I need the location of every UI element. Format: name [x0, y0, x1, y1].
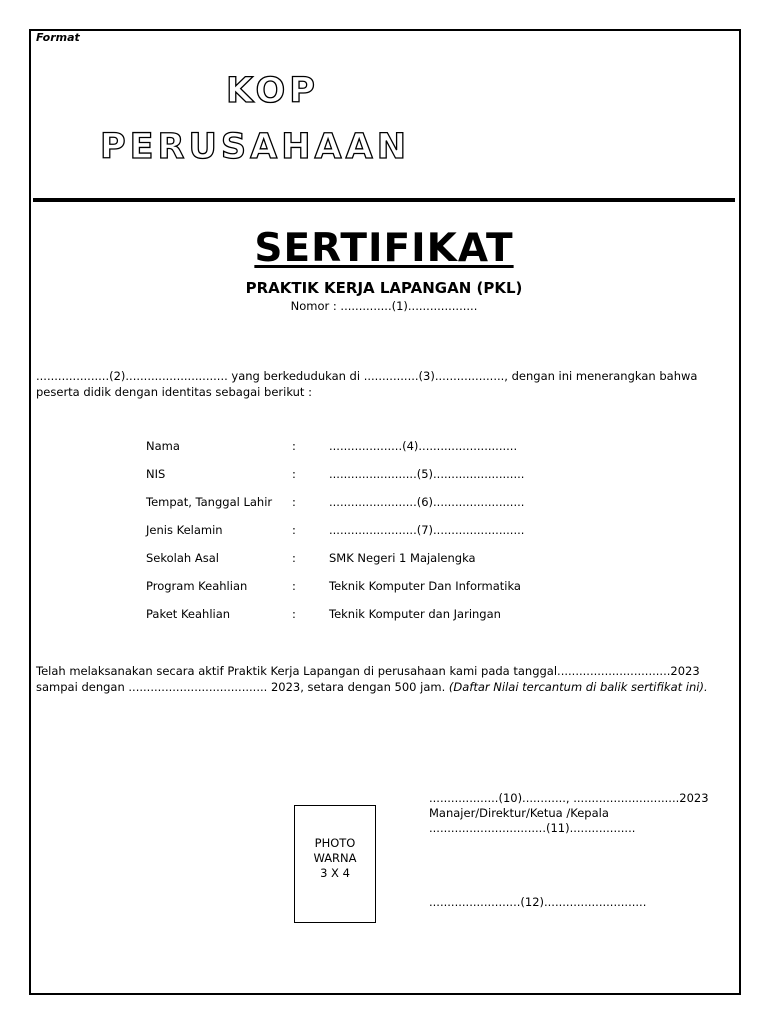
certificate-frame [29, 29, 741, 995]
identity-label: Paket Keahlian [146, 607, 231, 621]
identity-row-nama [146, 439, 746, 455]
identity-row-program [146, 579, 746, 595]
identity-value: ........................(7)......................... [329, 523, 525, 537]
photo-placeholder [294, 805, 376, 923]
signature-place-date: ...................(10)............, .............................2023 [429, 791, 709, 805]
photo-label-2: WARNA [313, 851, 357, 865]
photo-label-1: PHOTO [314, 836, 356, 850]
certificate-title: SERTIFIKAT [254, 226, 514, 271]
identity-row-paket [146, 607, 746, 623]
photo-label-3: 3 X 4 [320, 866, 350, 880]
identity-value: Teknik Komputer dan Jaringan [329, 607, 501, 621]
certificate-title-wrap [0, 226, 768, 271]
identity-colon: : [292, 607, 296, 621]
identity-label: Tempat, Tanggal Lahir [146, 495, 273, 509]
identity-value: SMK Negeri 1 Majalengka [329, 551, 476, 565]
identity-row-sekolah [146, 551, 746, 567]
identity-colon: : [292, 523, 296, 537]
identity-row-ttl [146, 495, 746, 511]
identity-colon: : [292, 495, 296, 509]
identity-row-jenis-kelamin [146, 523, 746, 539]
identity-colon: : [292, 579, 296, 593]
identity-value: ....................(4)........................... [329, 439, 518, 453]
certificate-number: Nomor : ..............(1)................... [290, 299, 478, 313]
identity-value: ........................(6)......................... [329, 495, 525, 509]
identity-colon: : [292, 551, 296, 565]
identity-value: ........................(5)......................... [329, 467, 525, 481]
letterhead-line-2: PERUSAHAAN [100, 127, 410, 167]
identity-label: Sekolah Asal [146, 551, 219, 565]
intro-paragraph: ....................(2)............................ yang berkedudukan di ...............(3)..................., dengan ini menerangkan bahwa peserta didik dengan identitas sebagai berikut : [36, 369, 698, 399]
identity-label: Jenis Kelamin [146, 523, 223, 537]
letterhead-line-1: KOP [226, 71, 319, 111]
identity-label: Program Keahlian [146, 579, 248, 593]
identity-colon: : [292, 439, 296, 453]
identity-label: Nama [146, 439, 180, 453]
identity-value: Teknik Komputer Dan Informatika [329, 579, 521, 593]
closing-text: Telah melaksanakan secara aktif Praktik Kerja Lapangan di perusahaan kami pada tanggal...............................2023 sampai dengan ...................................... 2023, setara dengan 500 jam. [36, 664, 700, 694]
signature-name: .........................(12)............................ [429, 895, 647, 909]
identity-label: NIS [146, 467, 166, 481]
certificate-subtitle: PRAKTIK KERJA LAPANGAN (PKL) [245, 279, 523, 297]
identity-row-nis [146, 467, 746, 483]
signature-position: Manajer/Direktur/Ketua /Kepala [429, 806, 609, 820]
format-label: Format [36, 31, 80, 44]
closing-paragraph [36, 663, 736, 695]
identity-colon: : [292, 467, 296, 481]
header-divider [33, 198, 735, 202]
signature-organization: ................................(11).................. [429, 821, 636, 835]
closing-note: (Daftar Nilai tercantum di balik sertifikat ini). [448, 680, 708, 694]
